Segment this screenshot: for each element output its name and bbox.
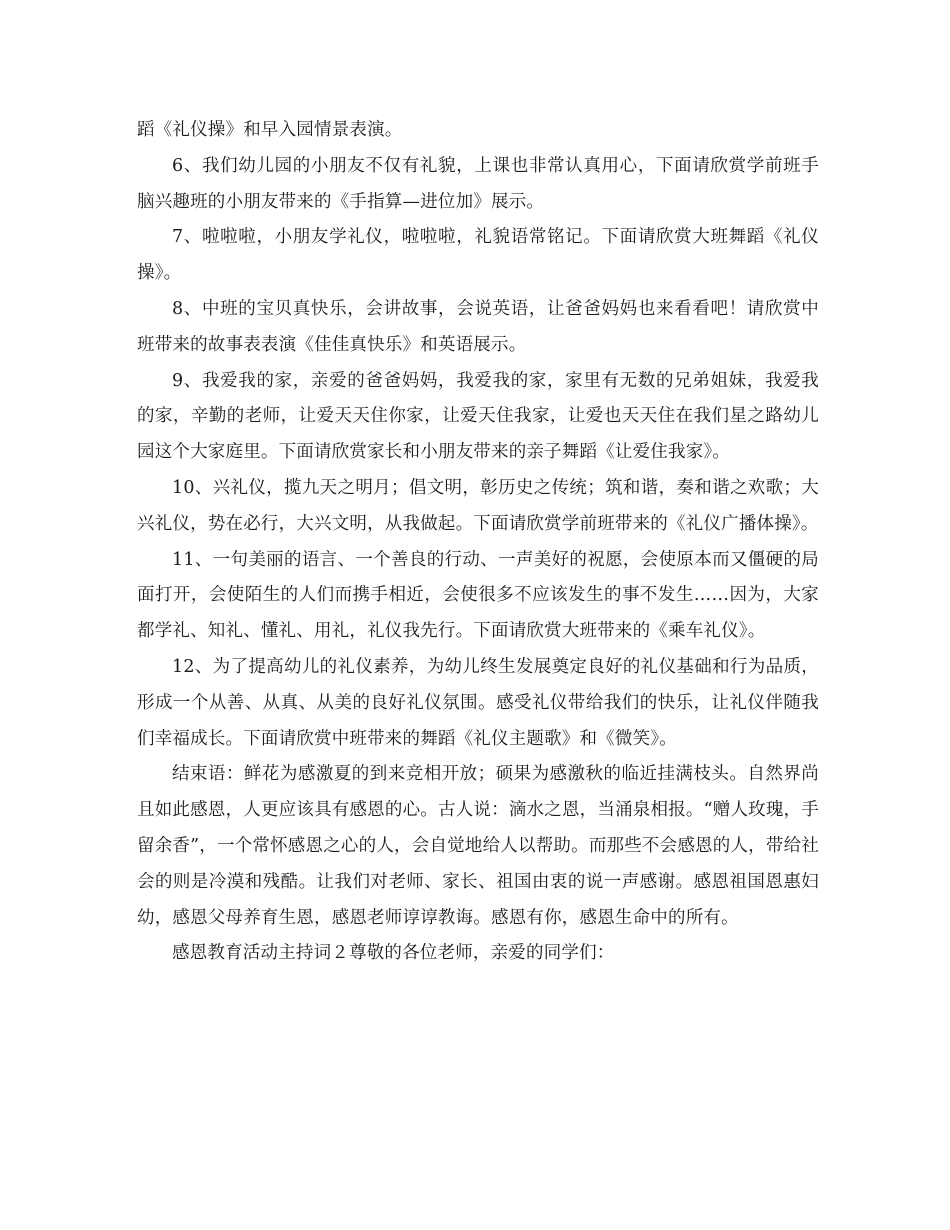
document-body [137, 113, 819, 972]
paragraph-continuation: 蹈《礼仪操》和早入园情景表演。 [137, 120, 403, 140]
paragraph-closing: 结束语：鲜花为感激夏的到来竞相开放；硕果为感激秋的临近挂满枝头。自然界尚且如此感恩，人更应该具有感恩的心。古人说：滴水之恩，当涌泉相报。“赠人玫瑰，手留余香”，一个常怀感恩之心的人，会自觉地给人以帮助。而那些不会感恩的人，带给社会的则是冷漠和残酷。让我们对老师、家长、祖国由衷的说一声感谢。感恩祖国恩惠妇幼，感恩父母养育生恩，感恩老师谆谆教诲。感恩有你，感恩生命中的所有。 [137, 764, 819, 928]
paragraph-item-12: 12、为了提高幼儿的礼仪素养，为幼儿终生发展奠定良好的礼仪基础和行为品质，形成一个从善、从真、从美的良好礼仪氛围。感受礼仪带给我们的快乐，让礼仪伴随我们幸福成长。下面请欣赏中班带来的舞蹈《礼仪主题歌》和《微笑》。 [137, 656, 819, 749]
paragraph-next-section: 感恩教育活动主持词２尊敬的各位老师，亲爱的同学们： [172, 943, 615, 964]
paragraph-item-8: 8、中班的宝贝真快乐，会讲故事，会说英语，让爸爸妈妈也来看看吧！请欣赏中班带来的故事表表演《佳佳真快乐》和英语展示。 [137, 298, 819, 355]
paragraph-item-7: 7、啦啦啦，小朋友学礼仪，啦啦啦，礼貌语常铭记。下面请欣赏大班舞蹈《礼仪操》。 [137, 227, 819, 284]
paragraph-item-10: 10、兴礼仪，揽九天之明月；倡文明，彰历史之传统；筑和谐，奏和谐之欢歌；大兴礼仪，势在必行，大兴文明，从我做起。下面请欣赏学前班带来的《礼仪广播体操》。 [137, 477, 819, 534]
paragraph-item-9: 9、我爱我的家，亲爱的爸爸妈妈，我爱我的家，家里有无数的兄弟姐妹，我爱我的家，辛勤的老师，让爱天天住你家，让爱天住我家，让爱也天天住在我们星之路幼儿园这个大家庭里。下面请欣赏家长和小朋友带来的亲子舞蹈《让爱住我家》。 [137, 370, 819, 463]
paragraph-item-11: 11、一句美丽的语言、一个善良的行动、一声美好的祝愿，会使原本而又僵硬的局面打开，会使陌生的人们而携手相近，会使很多不应该发生的事不发生……因为，大家都学礼、知礼、懂礼、用礼，礼仪我先行。下面请欣赏大班带来的《乘车礼仪》。 [137, 549, 819, 642]
paragraph-item-6: 6、我们幼儿园的小朋友不仅有礼貌，上课也非常认真用心，下面请欣赏学前班手脑兴趣班的小朋友带来的《手指算—进位加》展示。 [137, 155, 819, 212]
